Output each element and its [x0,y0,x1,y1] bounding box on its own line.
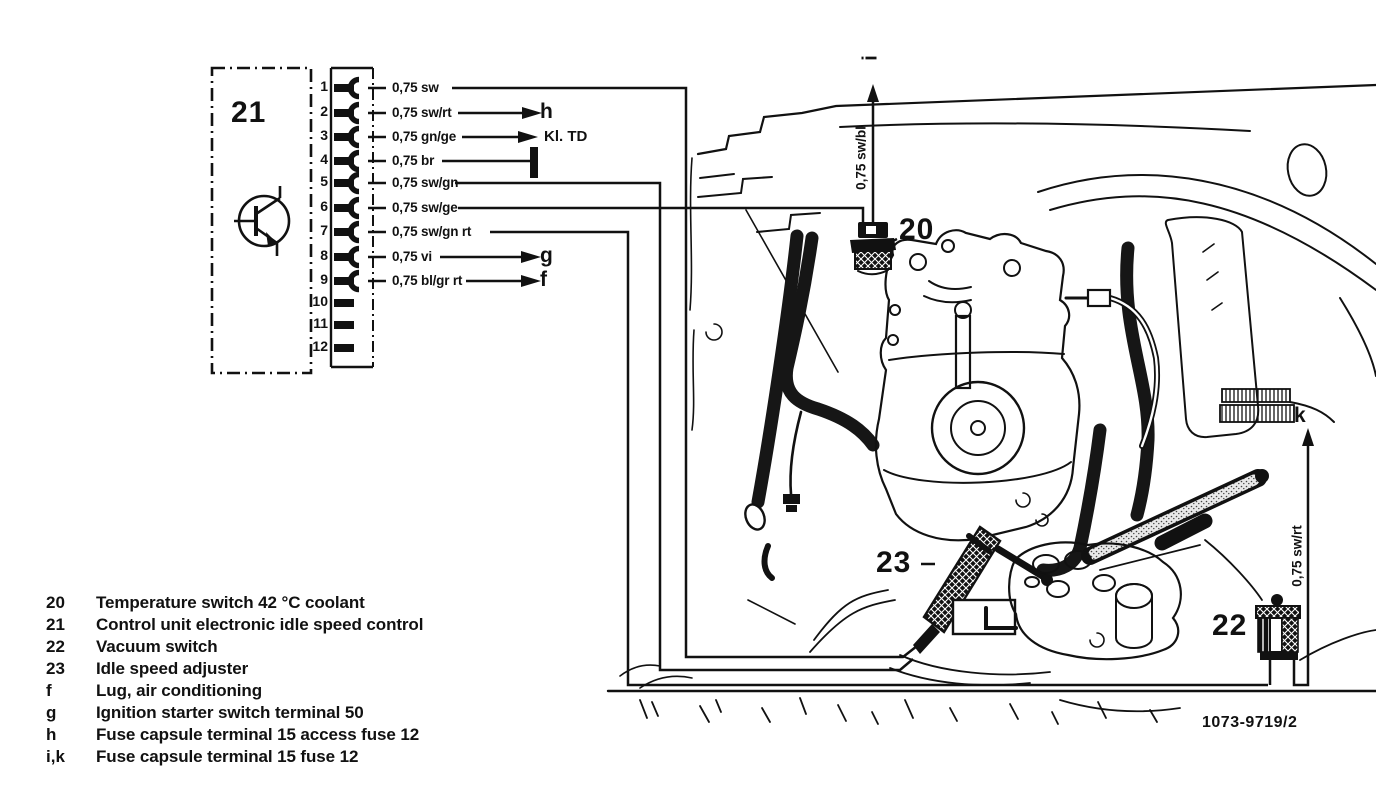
pin-number-7: 7 [320,222,328,238]
pin-number-1: 1 [320,78,328,94]
wiring [368,84,1314,685]
legend-desc: Fuse capsule terminal 15 fuse 12 [96,747,359,766]
legend-row [46,614,423,636]
legend-row [46,702,423,724]
pin-number-12: 12 [312,338,328,354]
wire-label-sw-bl: 0,75 sw/bl [853,126,869,190]
dest-k: k [1294,404,1306,427]
legend-key: g [46,703,57,722]
legend-key: i,k [46,747,65,766]
legend-desc: Lug, air conditioning [96,681,262,700]
legend-key: f [46,681,52,700]
pin-number-5: 5 [320,173,328,189]
pin-number-9: 9 [320,271,328,287]
legend-key: 21 [46,615,65,634]
pin-number-11: 11 [313,315,328,331]
legend-row [46,746,423,768]
pin-number-8: 8 [320,247,328,263]
pin-pads [334,84,354,352]
callout-21: 21 [231,96,267,129]
wire-label-8: 0,75 vi [392,249,432,264]
callout-22: 22 [1212,609,1248,642]
legend-row [46,636,423,658]
dest-i: i [859,55,882,61]
callout-20: 20 [899,213,935,246]
vacuum-switch [1256,594,1300,660]
legend-key: h [46,725,57,744]
legend-desc: Vacuum switch [96,637,218,656]
figure-reference-number: 1073-9719/2 [1202,714,1298,731]
wire-label-4: 0,75 br [392,153,435,168]
legend-desc: Idle speed adjuster [96,659,249,678]
connector-strip [331,68,373,367]
temperature-switch [850,222,896,274]
wire-label-sw-rt: 0,75 sw/rt [1289,525,1305,587]
legend-row [46,724,423,746]
legend-desc: Fuse capsule terminal 15 access fuse 12 [96,725,420,744]
dest-g: g [540,244,553,267]
wire-label-2: 0,75 sw/rt [392,105,452,120]
engine-illustration [608,85,1376,724]
legend [46,592,423,768]
legend-desc: Ignition starter switch terminal 50 [96,703,364,722]
wire-label-3: 0,75 gn/ge [392,129,457,144]
arrowheads [518,84,1314,446]
ground-symbol [530,147,538,178]
dest-f: f [540,268,547,291]
dest-kltd: Kl. TD [544,128,588,145]
callout-23: 23 [876,546,912,579]
legend-row [46,680,423,702]
idle-speed-adjuster [913,527,1053,654]
wire-label-5: 0,75 sw/gn [392,175,459,190]
wire-label-9: 0,75 bl/gr rt [392,273,463,288]
legend-desc: Control unit electronic idle speed control [96,615,424,634]
wire-label-6: 0,75 sw/ge [392,200,458,215]
pin-number-10: 10 [312,293,328,309]
wire-label-7: 0,75 sw/gn rt [392,224,472,239]
pin-number-6: 6 [320,198,328,214]
legend-desc: Temperature switch 42 °C coolant [96,593,365,612]
pin-number-4: 4 [320,151,328,167]
pin-sockets [351,80,360,290]
legend-key: 23 [46,659,65,678]
pin-number-3: 3 [320,127,328,143]
legend-row [46,592,423,614]
legend-key: 20 [46,593,65,612]
wire-label-1: 0,75 sw [392,80,439,95]
legend-key: 22 [46,637,65,656]
dest-h: h [540,100,553,123]
transistor-icon [234,186,289,256]
legend-row [46,658,423,680]
pin-number-2: 2 [320,103,328,119]
